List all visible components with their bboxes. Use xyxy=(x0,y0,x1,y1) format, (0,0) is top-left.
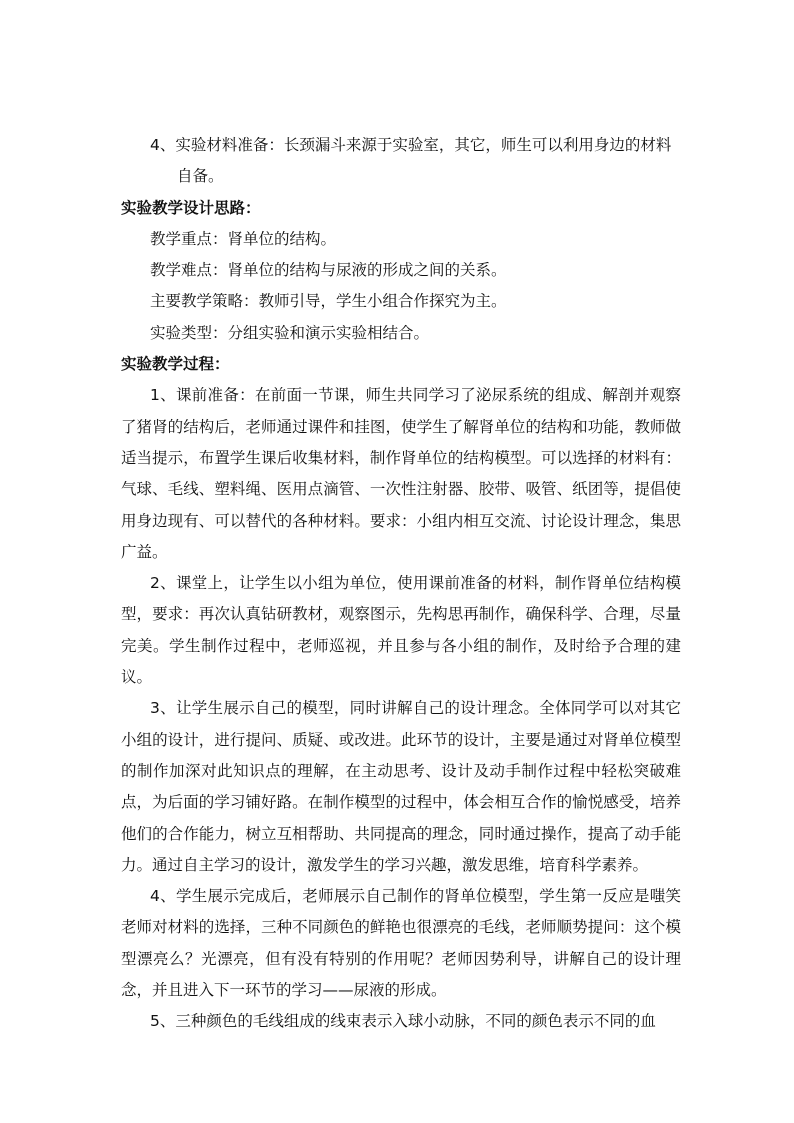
process-paragraph-5: 5、三种颜色的毛线组成的线束表示入球小动脉，不同的颜色表示不同的血 xyxy=(150,1012,656,1031)
design-heading: 实验教学设计思路： xyxy=(121,198,261,217)
materials-item: 4、实验材料准备：长颈漏斗来源于实验室，其它，师生可以利用身边的材料自备。 xyxy=(150,136,672,186)
document-body xyxy=(121,130,681,1038)
design-point-strategy: 主要教学策略：教师引导，学生小组合作探究为主。 xyxy=(150,292,507,311)
design-point-focus: 教学重点：肾单位的结构。 xyxy=(150,229,337,248)
process-paragraph-4: 4、学生展示完成后，老师展示自己制作的肾单位模型，学生第一反应是嗤笑老师对材料的选择，三种不同颜色的鲜艳也很漂亮的毛线，老师顺势提问：这个模型漂亮么？光漂亮，但有没有特别的作用呢？老师因势利导，讲解自己的设计理念，并且进入下一环节的学习——尿液的形成。 xyxy=(121,887,681,1000)
design-point-difficulty: 教学难点：肾单位的结构与尿液的形成之间的关系。 xyxy=(150,261,507,280)
process-paragraph-2: 2、课堂上，让学生以小组为单位，使用课前准备的材料，制作肾单位结构模型，要求：再次认真钻研教材，观察图示，先构思再制作，确保科学、合理，尽量完美。学生制作过程中，老师巡视，并且参与各小组的制作，及时给予合理的建议。 xyxy=(121,574,681,687)
process-paragraph-3: 3、让学生展示自己的模型，同时讲解自己的设计理念。全体同学可以对其它小组的设计，进行提问、质疑、或改进。此环节的设计，主要是通过对肾单位模型的制作加深对此知识点的理解，在主动思考、设计及动手制作过程中轻松突破难点，为后面的学习铺好路。在制作模型的过程中，体会相互合作的愉悦感受，培养他们的合作能力，树立互相帮助、共同提高的理念，同时通过操作，提高了动手能力。通过自主学习的设计，激发学生的学习兴趣，激发思维，培育科学素养。 xyxy=(121,699,681,874)
process-heading: 实验教学过程： xyxy=(121,355,230,374)
process-paragraph-1: 1、课前准备：在前面一节课，师生共同学习了泌尿系统的组成、解剖并观察了猪肾的结构后，老师通过课件和挂图，使学生了解肾单位的结构和功能，教师做适当提示，布置学生课后收集材料，制作肾单位的结构模型。可以选择的材料有：气球、毛线、塑料绳、医用点滴管、一次性注射器、胶带、吸管、纸团等，提倡使用身边现有、可以替代的各种材料。要求：小组内相互交流、讨论设计理念，集思广益。 xyxy=(121,386,681,561)
design-point-type: 实验类型：分组实验和演示实验相结合。 xyxy=(150,323,430,342)
